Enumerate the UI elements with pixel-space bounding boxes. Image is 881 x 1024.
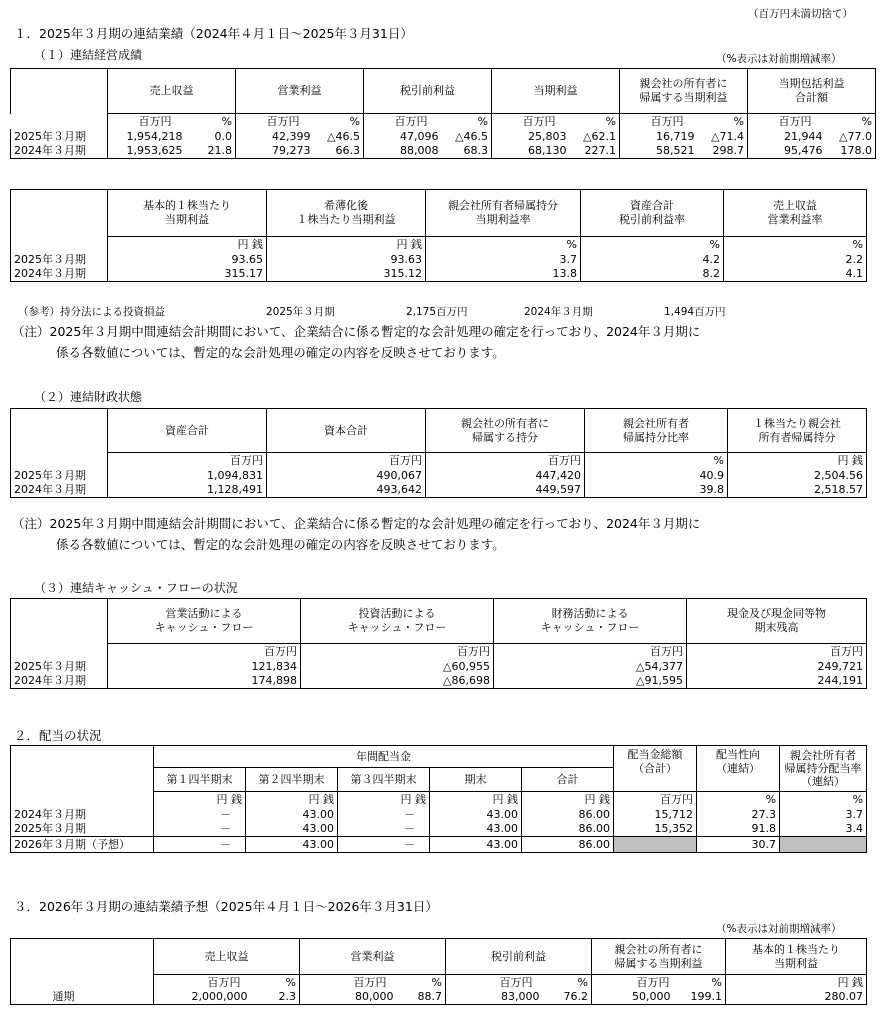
cell-value: 79,273 [236, 144, 314, 159]
unit-amount: 百万円 [154, 975, 251, 990]
unit-label: 百万円 [614, 792, 697, 807]
cell-value: 30.7 [697, 837, 780, 853]
header-cash-balance: 現金及び現金同等物 期末残高 [687, 599, 867, 644]
unit-pct: % [314, 114, 364, 129]
cell-value: 3.4 [780, 822, 867, 837]
cell-value: 93.63 [267, 252, 426, 267]
header-bps: １株当たり親会社 所有者帰属持分 [728, 409, 867, 453]
cell-value: 50,000 [592, 990, 674, 1005]
cell-value: 27.3 [697, 807, 780, 822]
cell-value: 66.3 [314, 144, 364, 159]
row-label: 2024年３月期 [11, 144, 108, 159]
header-financing-cf: 財務活動による キャッシュ・フロー [494, 599, 687, 644]
unit-label: 円 銭 [154, 792, 246, 807]
cell-value: 86.00 [522, 837, 614, 853]
cell-value: △86,698 [301, 674, 494, 689]
header-profit-attributable: 親会社の所有者に 帰属する当期利益 [620, 69, 748, 114]
unit-amount: 百万円 [592, 975, 674, 990]
cell-value: － [338, 837, 430, 853]
row-label: 2025年３月期 [11, 468, 108, 483]
cell-value: 93.65 [108, 252, 267, 267]
unit-label: 円 銭 [522, 792, 614, 807]
header-profit-attributable: 親会社の所有者に 帰属する当期利益 [592, 939, 726, 975]
cell-value: 4.1 [724, 267, 867, 282]
cell-value: 3.7 [426, 252, 581, 267]
row-label: 2025年３月期 [11, 129, 108, 144]
cell-value: 178.0 [826, 144, 876, 159]
row-label: 通期 [11, 990, 154, 1005]
table-row [11, 468, 867, 483]
unit-pct: % [570, 114, 620, 129]
table-row [11, 822, 867, 837]
header-roa: 資産合計 税引前利益率 [581, 190, 724, 237]
cell-value: 8.2 [581, 267, 724, 282]
cell-value: 43.00 [246, 807, 338, 822]
header-investing-cf: 投資活動による キャッシュ・フロー [301, 599, 494, 644]
unit-note: （百万円未満切捨て） [748, 8, 853, 20]
unit-label: 百万円 [426, 453, 585, 468]
cell-value: 447,420 [426, 468, 585, 483]
unit-label: % [426, 237, 581, 252]
cell-value: 42,399 [236, 129, 314, 144]
header-equity-ratio: 親会社所有者 帰属持分比率 [585, 409, 728, 453]
header-operating-margin: 売上収益 営業利益率 [724, 190, 867, 237]
cell-value: △54,377 [494, 659, 687, 674]
ref-period-1: 2025年３月期 [266, 306, 335, 318]
cell-value: 2.3 [251, 990, 300, 1005]
operating-results-table [10, 68, 876, 159]
cell-value: － [154, 837, 246, 853]
unit-label: % [581, 237, 724, 252]
cell-value: 298.7 [698, 144, 748, 159]
pct-note: （%表示は対前期増減率） [716, 53, 842, 65]
cell-value: 40.9 [585, 468, 728, 483]
header-operating-profit: 営業利益 [300, 939, 446, 975]
table-row [11, 144, 876, 159]
dividends-table [10, 745, 867, 853]
cash-flow-table [10, 598, 867, 689]
header-equity-attributable: 親会社の所有者に 帰属する持分 [426, 409, 585, 453]
unit-label: 円 銭 [246, 792, 338, 807]
header-doe: 親会社所有者 帰属持分配当率 （連結） [780, 746, 867, 792]
unit-label: 円 銭 [267, 237, 426, 252]
cell-value: 2,000,000 [154, 990, 251, 1005]
unit-label: 百万円 [494, 644, 687, 659]
header-pretax-profit: 税引前利益 [364, 69, 492, 114]
header-net-profit: 当期利益 [492, 69, 620, 114]
header-revenue: 売上収益 [154, 939, 300, 975]
cell-value: 83,000 [446, 990, 543, 1005]
cell-value: 1,094,831 [108, 468, 267, 483]
table-row [11, 267, 867, 282]
cell-value: － [338, 822, 430, 837]
unit-label: % [780, 792, 867, 807]
header-basic-eps: 基本的１株当たり 当期利益 [108, 190, 267, 237]
unit-label: % [697, 792, 780, 807]
unit-label: 円 銭 [108, 237, 267, 252]
cell-value: 43.00 [246, 822, 338, 837]
forecast-table [10, 938, 867, 1005]
cell-value: 43.00 [430, 837, 522, 853]
unit-label: % [724, 237, 867, 252]
section-2-title: ２．配当の状況 [14, 728, 102, 743]
table-row [11, 129, 876, 144]
cell-value: 4.2 [581, 252, 724, 267]
cell-value: 1,954,218 [108, 129, 186, 144]
unit-yen: 円 銭 [726, 975, 867, 990]
unit-label: 円 銭 [338, 792, 430, 807]
header-year-end: 期末 [430, 768, 522, 792]
header-q1-end: 第１四半期末 [154, 768, 246, 792]
cell-value: － [154, 822, 246, 837]
note2-line-1: （注）2025年３月期中間連結会計期間において、企業結合に係る暫定的な会計処理の確定を行っており、2024年３月期に [12, 516, 701, 531]
cell-value: 43.00 [430, 822, 522, 837]
header-diluted-eps: 希薄化後 １株当たり当期利益 [267, 190, 426, 237]
subsection-financial-position: （２）連結財政状態 [34, 390, 143, 404]
unit-label: 円 銭 [728, 453, 867, 468]
cell-value: △91,595 [494, 674, 687, 689]
unit-pct: % [397, 975, 446, 990]
unit-label: 百万円 [301, 644, 494, 659]
unit-pct: % [251, 975, 300, 990]
row-label: 2024年３月期 [11, 807, 154, 822]
unit-amount: 百万円 [300, 975, 397, 990]
note-line-2: 係る各数値については、暫定的な会計処理の確定の内容を反映させております。 [56, 345, 505, 360]
cell-value: △62.1 [570, 129, 620, 144]
cell-value: 25,803 [492, 129, 570, 144]
cell-value: 199.1 [674, 990, 726, 1005]
section-1-title: １．2025年３月期の連結業績（2024年４月１日～2025年３月31日） [14, 26, 413, 41]
cell-value: 43.00 [246, 837, 338, 853]
header-total-dividends: 配当金総額 （合計） [614, 746, 697, 792]
unit-label: 百万円 [687, 644, 867, 659]
cell-value: 1,953,625 [108, 144, 186, 159]
row-label: 2026年３月期（予想） [11, 837, 154, 853]
cell-value: 244,191 [687, 674, 867, 689]
cell-value: 88.7 [397, 990, 446, 1005]
unit-label: 百万円 [108, 644, 301, 659]
header-total: 合計 [522, 768, 614, 792]
header-q2-end: 第２四半期末 [246, 768, 338, 792]
unit-pct: % [698, 114, 748, 129]
header-revenue: 売上収益 [108, 69, 236, 114]
subsection-operating-results: （１）連結経営成績 [34, 48, 143, 62]
cell-value: △77.0 [826, 129, 876, 144]
row-label: 2025年３月期 [11, 822, 154, 837]
unit-pct: % [442, 114, 492, 129]
cell-value: 0.0 [186, 129, 236, 144]
cell-value: 91.8 [697, 822, 780, 837]
cell-value: 58,521 [620, 144, 698, 159]
unit-amount: 百万円 [492, 114, 570, 129]
cell-value: 2.2 [724, 252, 867, 267]
equity-method-label: （参考）持分法による投資損益 [18, 306, 165, 318]
unit-pct: % [543, 975, 592, 990]
cell-value: 47,096 [364, 129, 442, 144]
unit-pct: % [186, 114, 236, 129]
cell-value: 249,721 [687, 659, 867, 674]
unit-label: 百万円 [108, 453, 267, 468]
cell-value: 493,642 [267, 483, 426, 498]
cell-value: － [338, 807, 430, 822]
unit-pct: % [674, 975, 726, 990]
cell-value: 3.7 [780, 807, 867, 822]
header-pretax-profit: 税引前利益 [446, 939, 592, 975]
unit-amount: 百万円 [620, 114, 698, 129]
ref-value-2: 1,494百万円 [664, 306, 726, 318]
unit-amount: 百万円 [108, 114, 186, 129]
financial-position-table [10, 408, 867, 498]
cell-value: 39.8 [585, 483, 728, 498]
cell-value: 227.1 [570, 144, 620, 159]
header-operating-cf: 営業活動による キャッシュ・フロー [108, 599, 301, 644]
cell-value: 21.8 [186, 144, 236, 159]
ref-period-2: 2024年３月期 [524, 306, 593, 318]
row-label: 2024年３月期 [11, 674, 108, 689]
pct-note-forecast: （%表示は対前期増減率） [716, 923, 842, 935]
row-label: 2024年３月期 [11, 483, 108, 498]
row-label: 2024年３月期 [11, 267, 108, 282]
cell-value: 280.07 [726, 990, 867, 1005]
cell-value: 1,128,491 [108, 483, 267, 498]
cell-value: 490,067 [267, 468, 426, 483]
cell-value: 80,000 [300, 990, 397, 1005]
table-row [11, 674, 867, 689]
unit-label: 百万円 [267, 453, 426, 468]
note2-line-2: 係る各数値については、暫定的な会計処理の確定の内容を反映させております。 [56, 537, 505, 552]
table-row [11, 252, 867, 267]
cell-value: △46.5 [442, 129, 492, 144]
note-line-1: （注）2025年３月期中間連結会計期間において、企業結合に係る暫定的な会計処理の確定を行っており、2024年３月期に [12, 324, 701, 339]
per-share-table [10, 189, 867, 282]
table-row [11, 483, 867, 498]
cell-value: 86.00 [522, 807, 614, 822]
cell-value: 21,944 [748, 129, 826, 144]
header-operating-profit: 営業利益 [236, 69, 364, 114]
cell-value: 449,597 [426, 483, 585, 498]
header-q3-end: 第３四半期末 [338, 768, 430, 792]
cell-value: 88,008 [364, 144, 442, 159]
unit-amount: 百万円 [236, 114, 314, 129]
header-total-assets: 資産合計 [108, 409, 267, 453]
cell-value: 2,518.57 [728, 483, 867, 498]
table-row [11, 659, 867, 674]
unit-label: 円 銭 [430, 792, 522, 807]
cell-value: 121,834 [108, 659, 301, 674]
cell-value: 15,352 [614, 822, 697, 837]
cell-value: △46.5 [314, 129, 364, 144]
cell-value: 2,504.56 [728, 468, 867, 483]
table-row [11, 837, 867, 853]
header-basic-eps: 基本的１株当たり 当期利益 [726, 939, 867, 975]
unit-pct: % [826, 114, 876, 129]
header-payout-ratio: 配当性向 （連結） [697, 746, 780, 792]
header-roe: 親会社所有者帰属持分 当期利益率 [426, 190, 581, 237]
ref-value-1: 2,175百万円 [406, 306, 468, 318]
cell-value: △60,955 [301, 659, 494, 674]
cell-value: 95,476 [748, 144, 826, 159]
cell-value: 16,719 [620, 129, 698, 144]
cell-value: 13.8 [426, 267, 581, 282]
table-row [11, 990, 867, 1005]
corner-cell [11, 69, 108, 114]
cell-value: 43.00 [430, 807, 522, 822]
cell-value: △71.4 [698, 129, 748, 144]
unit-amount: 百万円 [748, 114, 826, 129]
subsection-cash-flows: （３）連結キャッシュ・フローの状況 [34, 581, 238, 595]
unit-amount: 百万円 [364, 114, 442, 129]
cell-value: 68.3 [442, 144, 492, 159]
cell-value: 315.17 [108, 267, 267, 282]
header-comprehensive-income: 当期包括利益 合計額 [748, 69, 876, 114]
row-label: 2025年３月期 [11, 252, 108, 267]
header-annual-dividends: 年間配当金 [154, 746, 614, 768]
unit-label: % [585, 453, 728, 468]
row-label: 2025年３月期 [11, 659, 108, 674]
cell-value: 68,130 [492, 144, 570, 159]
cell-value: 315.12 [267, 267, 426, 282]
cell-value: 76.2 [543, 990, 592, 1005]
cell-value: 15,712 [614, 807, 697, 822]
cell-value: 174,898 [108, 674, 301, 689]
cell-blank-shaded [614, 837, 697, 853]
unit-amount: 百万円 [446, 975, 543, 990]
cell-value: － [154, 807, 246, 822]
cell-value: 86.00 [522, 822, 614, 837]
table-row [11, 807, 867, 822]
section-3-title: ３．2026年３月期の連結業績予想（2025年４月１日～2026年３月31日） [14, 899, 438, 914]
header-total-equity: 資本合計 [267, 409, 426, 453]
cell-blank-shaded [780, 837, 867, 853]
